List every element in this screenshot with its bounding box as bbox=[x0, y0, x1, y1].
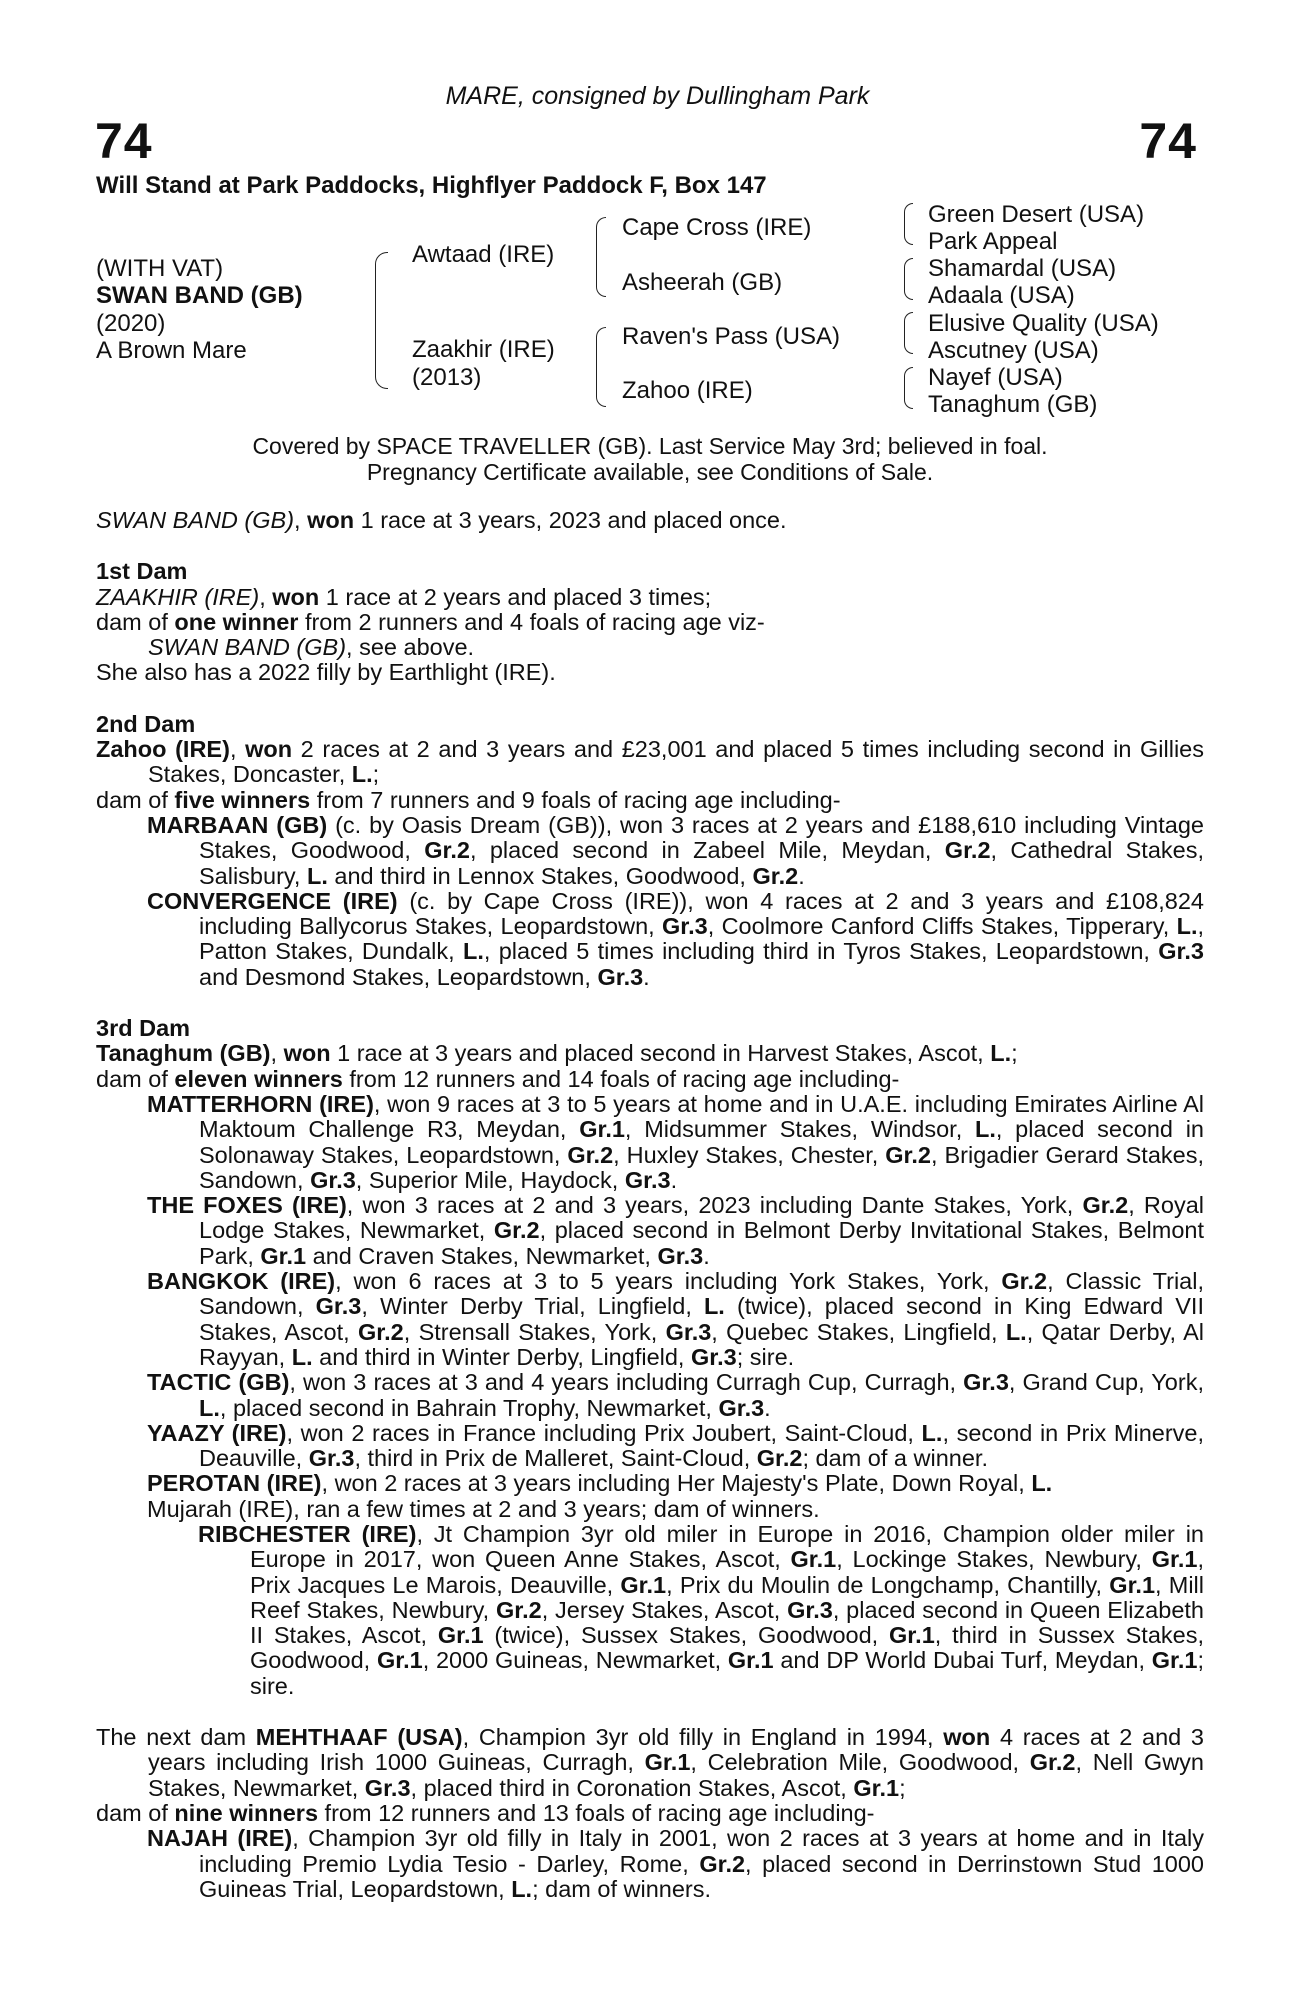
text: , Quebec Stakes, Lingfield, bbox=[711, 1318, 1006, 1345]
won-label: won bbox=[272, 583, 320, 610]
dam-year: (2013) bbox=[412, 364, 482, 391]
text: , won 3 races at 2 and 3 years, 2023 including Dante Stakes, York, bbox=[346, 1192, 1083, 1219]
text: , see above. bbox=[346, 634, 475, 661]
text: , Grand Cup, York, bbox=[1008, 1369, 1204, 1396]
grade-label: Gr.1 bbox=[437, 1622, 484, 1649]
text: . bbox=[670, 1166, 678, 1193]
text: , Prix Jacques Le Marois, Deauville, bbox=[250, 1546, 1204, 1598]
grandparent-5: Elusive Quality (USA) bbox=[928, 310, 1159, 337]
grade-label: Gr.3 bbox=[308, 1445, 355, 1472]
text: , Celebration Mile, Goodwood, bbox=[690, 1749, 1030, 1776]
offspring-marbaan bbox=[96, 813, 1204, 889]
grandparent-6: Ascutney (USA) bbox=[928, 337, 1099, 364]
pedigree-bracket-1 bbox=[375, 252, 388, 389]
grade-label: Gr.2 bbox=[358, 1318, 404, 1345]
listed-label: L. bbox=[921, 1419, 943, 1446]
grade-label: Gr.2 bbox=[756, 1445, 803, 1472]
offspring-name: YAAZY (IRE) bbox=[147, 1419, 287, 1446]
pedigree-bracket-3c bbox=[904, 312, 913, 354]
grade-label: Gr.3 bbox=[718, 1394, 765, 1421]
horse-description: A Brown Mare bbox=[96, 337, 247, 364]
text: and third in Winter Derby, Lingfield, bbox=[312, 1343, 691, 1370]
text: The next dam bbox=[96, 1724, 256, 1751]
text: ; sire. bbox=[250, 1647, 1205, 1699]
text: , Patton Stakes, Dundalk, bbox=[199, 913, 1205, 965]
pedigree-bracket-2a bbox=[596, 217, 606, 297]
winners-count: one winner bbox=[174, 608, 299, 635]
text: ; sire. bbox=[736, 1343, 795, 1370]
grade-label: Gr.2 bbox=[424, 837, 470, 864]
listed-label: L. bbox=[462, 938, 484, 965]
first-dam-offspring bbox=[96, 635, 1204, 660]
listed-label: L. bbox=[990, 1040, 1012, 1067]
listed-label: L. bbox=[703, 1293, 725, 1320]
grade-label: Gr.1 bbox=[260, 1242, 307, 1269]
listed-label: L. bbox=[306, 862, 328, 889]
spacer bbox=[96, 1699, 1204, 1725]
intro-paragraph: SWAN BAND (GB), won 1 race at 3 years, 2023 and placed once. bbox=[96, 507, 787, 533]
offspring-ribchester bbox=[96, 1522, 1204, 1699]
offspring-name: MARBAAN (GB) bbox=[147, 811, 328, 838]
winners-count: eleven winners bbox=[174, 1065, 343, 1092]
second-dam-line: Zahoo (IRE), won 2 races at 2 and 3 years and £23,001 and placed 5 times including second in Gillies Stakes, Doncaster, L.; bbox=[96, 736, 1205, 788]
grade-label: Gr.2 bbox=[567, 1141, 614, 1168]
grade-label: Gr.3 bbox=[624, 1166, 671, 1193]
third-dam-heading: 3rd Dam bbox=[96, 1015, 191, 1042]
sire: Awtaad (IRE) bbox=[412, 241, 555, 268]
text: from 2 runners and 4 foals of racing age viz- bbox=[298, 608, 765, 635]
first-dam-name: ZAAKHIR (IRE) bbox=[96, 583, 260, 610]
grade-label: Gr.2 bbox=[752, 862, 799, 889]
text: ; bbox=[372, 761, 380, 788]
offspring-name: RIBCHESTER (IRE) bbox=[198, 1520, 417, 1547]
lot-number-left: 74 bbox=[95, 113, 153, 169]
pedigree-bracket-3d bbox=[904, 367, 913, 409]
text: , Qatar Derby, Al Rayyan, bbox=[199, 1318, 1204, 1370]
text: , Superior Mile, Haydock, bbox=[355, 1166, 625, 1193]
text: , Brigadier Gerard Stakes, Sandown, bbox=[199, 1141, 1204, 1193]
dam: Zaakhir (IRE) bbox=[412, 336, 555, 363]
text: , placed second in Bahrain Trophy, Newmarket, bbox=[219, 1394, 719, 1421]
grade-label: Gr.2 bbox=[1001, 1268, 1048, 1295]
grade-label: Gr.2 bbox=[493, 1217, 540, 1244]
offspring-convergence bbox=[96, 889, 1204, 990]
text: dam of bbox=[96, 1065, 175, 1092]
text: , won 2 races in France including Prix Joubert, Saint-Cloud, bbox=[286, 1419, 922, 1446]
next-dam-produce bbox=[96, 1801, 1204, 1826]
text: . bbox=[764, 1394, 771, 1421]
grade-label: Gr.3 bbox=[364, 1774, 411, 1801]
first-dam-heading: 1st Dam bbox=[96, 558, 188, 585]
text: , placed second in Queen Elizabeth II Stakes, Ascot, bbox=[250, 1596, 1204, 1649]
third-dam-name: Tanaghum (GB) bbox=[96, 1040, 271, 1067]
won-label: won bbox=[943, 1724, 991, 1751]
second-dam-name: Zahoo (IRE) bbox=[96, 736, 230, 763]
intro-text: 1 race at 3 years, 2023 and placed once. bbox=[354, 507, 787, 533]
consignment-line: MARE, consigned by Dullingham Park bbox=[445, 82, 870, 110]
listed-label: L. bbox=[511, 1875, 533, 1902]
text: , won 2 races at 3 years including Her Majesty's Plate, Down Royal, bbox=[321, 1470, 1032, 1497]
grandparent-1: Green Desert (USA) bbox=[928, 201, 1145, 228]
text: , placed second in Belmont Derby Invitational Stakes, Belmont Park, bbox=[199, 1217, 1204, 1269]
offspring-yaazy bbox=[96, 1421, 1204, 1472]
dam-sire: Raven's Pass (USA) bbox=[622, 323, 840, 350]
text: , 2000 Guineas, Newmarket, bbox=[422, 1647, 728, 1674]
listed-label: L. bbox=[1031, 1470, 1053, 1497]
listed-label: L. bbox=[199, 1394, 220, 1421]
text: , Coolmore Canford Cliffs Stakes, Tipperary, bbox=[707, 913, 1177, 940]
grade-label: Gr.1 bbox=[579, 1116, 625, 1143]
text: , Classic Trial, Sandown, bbox=[199, 1268, 1204, 1320]
offspring-name: THE FOXES (IRE) bbox=[147, 1192, 347, 1219]
text: . bbox=[798, 862, 805, 889]
text: , third in Sussex Stakes, Goodwood, bbox=[250, 1622, 1204, 1674]
next-dam-line bbox=[96, 1725, 1204, 1801]
listed-label: L. bbox=[975, 1116, 996, 1143]
text: (twice), Sussex Stakes, Goodwood, bbox=[483, 1622, 890, 1649]
text: , Midsummer Stakes, Windsor, bbox=[624, 1116, 975, 1143]
grade-label: Gr.3 bbox=[310, 1166, 356, 1193]
grade-label: Gr.2 bbox=[699, 1850, 746, 1877]
grade-label: Gr.1 bbox=[1151, 1546, 1198, 1573]
vat-note: (WITH VAT) bbox=[96, 255, 224, 282]
cover-line-1: Covered by SPACE TRAVELLER (GB). Last Service May 3rd; believed in foal. bbox=[252, 433, 1048, 459]
offspring-perotan bbox=[96, 1471, 1204, 1496]
text: , second in Prix Minerve, Deauville, bbox=[199, 1419, 1205, 1472]
second-dam-heading: 2nd Dam bbox=[96, 710, 196, 737]
text: , Strensall Stakes, York, bbox=[403, 1318, 666, 1345]
first-dam-produce bbox=[96, 610, 1204, 635]
grade-label: Gr.1 bbox=[727, 1647, 774, 1674]
winners-count: nine winners bbox=[174, 1799, 319, 1826]
text: , Winter Derby Trial, Lingfield, bbox=[361, 1293, 704, 1320]
text: . bbox=[703, 1242, 710, 1269]
text: , Champion 3yr old filly in Italy in 2001, won 2 races at 3 years at home and in Italy including Premio Lydia Tesio - Darley, Rome, bbox=[199, 1825, 1204, 1877]
text: and Desmond Stakes, Leopardstown, bbox=[199, 963, 598, 990]
offspring-name: SWAN BAND (GB) bbox=[148, 634, 347, 661]
grade-label: Gr.1 bbox=[620, 1571, 667, 1598]
first-dam-note: She also has a 2022 filly by Earthlight (IRE). bbox=[96, 659, 556, 686]
text: , Huxley Stakes, Chester, bbox=[613, 1141, 886, 1168]
stand-location: Will Stand at Park Paddocks, Highflyer Paddock F, Box 147 bbox=[96, 172, 767, 199]
offspring-name: NAJAH (IRE) bbox=[147, 1825, 293, 1852]
offspring-name: CONVERGENCE (IRE) bbox=[147, 887, 398, 914]
grade-label: Gr.2 bbox=[495, 1596, 542, 1623]
text: , placed second in Zabeel Mile, Meydan, bbox=[469, 837, 945, 864]
grandparent-8: Tanaghum (GB) bbox=[928, 391, 1098, 418]
offspring-the-foxes bbox=[96, 1193, 1204, 1269]
offspring-mujarah: Mujarah (IRE), ran a few times at 2 and 3 years; dam of winners. bbox=[147, 1495, 820, 1522]
grade-label: Gr.3 bbox=[1158, 938, 1204, 965]
text: , Cathedral Stakes, Salisbury, bbox=[199, 837, 1204, 889]
grade-label: Gr.3 bbox=[662, 913, 708, 940]
text: and third in Lennox Stakes, Goodwood, bbox=[327, 862, 753, 889]
listed-label: L. bbox=[291, 1343, 313, 1370]
offspring-name: PEROTAN (IRE) bbox=[147, 1470, 322, 1497]
lot-number-right: 74 bbox=[1139, 113, 1197, 169]
offspring-tactic bbox=[96, 1370, 1204, 1421]
text: (twice), placed second in King Edward VII Stakes, Ascot, bbox=[199, 1293, 1204, 1345]
grade-label: Gr.1 bbox=[853, 1774, 900, 1801]
text: from 12 runners and 13 foals of racing age including- bbox=[318, 1799, 875, 1826]
pedigree-bracket-2b bbox=[596, 327, 606, 407]
grandparent-2: Park Appeal bbox=[928, 228, 1058, 255]
offspring-name: TACTIC (GB) bbox=[147, 1369, 290, 1396]
grandparent-4: Adaala (USA) bbox=[928, 282, 1075, 309]
text: , Prix du Moulin de Longchamp, Chantilly, bbox=[666, 1571, 1110, 1598]
text: , won 3 races at 3 and 4 years including Curragh Cup, Curragh, bbox=[289, 1369, 964, 1396]
second-dam-produce bbox=[96, 788, 1204, 813]
text: dam of bbox=[96, 1799, 175, 1826]
offspring-name: MATTERHORN (IRE) bbox=[147, 1090, 374, 1117]
grade-label: Gr.1 bbox=[1109, 1571, 1156, 1598]
text: , Jersey Stakes, Ascot, bbox=[541, 1596, 788, 1623]
intro-horse: SWAN BAND (GB) bbox=[96, 507, 295, 533]
text: , placed second in Derrinstown Stud 1000 Guineas Trial, Leopardstown, bbox=[199, 1850, 1204, 1902]
text: 4 races at 2 and 3 years including Irish 1000 Guineas, Curragh, bbox=[148, 1724, 1204, 1776]
text: (c. by Oasis Dream (GB)), won 3 races at 2 years and £188,610 including Vintage Stakes, Goodwood, bbox=[199, 811, 1204, 864]
first-dam-line: ZAAKHIR (IRE), won 1 race at 2 years and placed 3 times; bbox=[96, 583, 712, 610]
first-dam-text: 1 race at 2 years and placed 3 times; bbox=[319, 583, 712, 610]
won-label: won bbox=[307, 507, 355, 533]
text: (c. by Cape Cross (IRE)), won 4 races at 2 and 3 years and £108,824 including Ballycorus Stakes, Leopardstown, bbox=[199, 887, 1204, 940]
grade-label: Gr.3 bbox=[315, 1293, 362, 1320]
grade-label: Gr.3 bbox=[597, 963, 644, 990]
grade-label: Gr.3 bbox=[665, 1318, 712, 1345]
grade-label: Gr.1 bbox=[376, 1647, 423, 1674]
text: , Lockinge Stakes, Newbury, bbox=[836, 1546, 1152, 1573]
text: , Jt Champion 3yr old miler in Europe in 2016, Champion older miler in Europe in 2017, won Queen Anne Stakes, Ascot, bbox=[250, 1520, 1204, 1573]
grade-label: Gr.3 bbox=[691, 1343, 737, 1370]
pedigree-bracket-3a bbox=[904, 203, 913, 245]
text: , placed second in Solonaway Stakes, Leopardstown, bbox=[199, 1116, 1204, 1168]
horse-name: SWAN BAND (GB) bbox=[96, 282, 303, 309]
grade-label: Gr.2 bbox=[1029, 1749, 1076, 1776]
won-label: won bbox=[283, 1040, 331, 1067]
grade-label: Gr.1 bbox=[889, 1622, 935, 1649]
grade-label: Gr.1 bbox=[1151, 1647, 1198, 1674]
grandparent-3: Shamardal (USA) bbox=[928, 255, 1117, 282]
winners-count: five winners bbox=[174, 786, 311, 813]
sire-sire: Cape Cross (IRE) bbox=[622, 214, 812, 241]
text: , won 9 races at 3 to 5 years at home and in U.A.E. including Emirates Airline Al Maktoum Challenge R3, Meydan, bbox=[199, 1090, 1204, 1143]
text: 1 race at 3 years and placed second in Harvest Stakes, Ascot, bbox=[330, 1040, 991, 1067]
cover-line-2: Pregnancy Certificate available, see Conditions of Sale. bbox=[366, 459, 934, 485]
next-dam-name: MEHTHAAF (USA) bbox=[255, 1724, 463, 1751]
text: , third in Prix de Malleret, Saint-Cloud, bbox=[354, 1445, 757, 1472]
third-dam-line: Tanaghum (GB), won 1 race at 3 years and placed second in Harvest Stakes, Ascot, L.; bbox=[96, 1040, 1018, 1067]
text: dam of bbox=[96, 786, 175, 813]
text: ; dam of winners. bbox=[532, 1875, 712, 1902]
won-label: won bbox=[245, 736, 293, 763]
offspring-matterhorn bbox=[96, 1092, 1204, 1193]
text: 2 races at 2 and 3 years and £23,001 and placed 5 times including second in Gillies Stakes, Doncaster, bbox=[148, 736, 1205, 788]
text: , Mill Reef Stakes, Newbury, bbox=[250, 1571, 1205, 1623]
listed-label: L. bbox=[1005, 1318, 1027, 1345]
text: and Craven Stakes, Newmarket, bbox=[306, 1242, 658, 1269]
text: and DP World Dubai Turf, Meydan, bbox=[773, 1647, 1152, 1674]
text: from 12 runners and 14 foals of racing age including- bbox=[342, 1065, 900, 1092]
third-dam-produce bbox=[96, 1067, 1204, 1092]
grandparent-7: Nayef (USA) bbox=[928, 364, 1063, 391]
pedigree-notes bbox=[96, 508, 1204, 1902]
cover-note bbox=[0, 433, 1300, 485]
text: . bbox=[643, 963, 650, 990]
grade-label: Gr.3 bbox=[963, 1369, 1009, 1396]
grade-label: Gr.3 bbox=[787, 1596, 833, 1623]
grade-label: Gr.1 bbox=[790, 1546, 837, 1573]
grade-label: Gr.1 bbox=[644, 1749, 691, 1776]
text: from 7 runners and 9 foals of racing age including- bbox=[310, 786, 841, 813]
grade-label: Gr.2 bbox=[885, 1141, 931, 1168]
text: , Royal Lodge Stakes, Newmarket, bbox=[199, 1192, 1204, 1244]
grade-label: Gr.2 bbox=[1082, 1192, 1129, 1219]
text: , placed third in Coronation Stakes, Ascot, bbox=[410, 1774, 854, 1801]
text: ; bbox=[1011, 1040, 1018, 1067]
offspring-name: BANGKOK (IRE) bbox=[147, 1268, 336, 1295]
dam-dam: Zahoo (IRE) bbox=[622, 377, 753, 404]
sire-dam: Asheerah (GB) bbox=[622, 269, 783, 296]
text: , Champion 3yr old filly in England in 1994, bbox=[462, 1724, 944, 1751]
text: , Nell Gwyn Stakes, Newmarket, bbox=[148, 1749, 1205, 1801]
horse-year: (2020) bbox=[96, 310, 166, 337]
text: ; bbox=[899, 1774, 906, 1801]
text: , placed 5 times including third in Tyros Stakes, Leopardstown, bbox=[483, 938, 1159, 965]
grade-label: Gr.3 bbox=[657, 1242, 704, 1269]
listed-label: L. bbox=[1176, 913, 1198, 940]
offspring-najah bbox=[96, 1826, 1204, 1902]
text: dam of bbox=[96, 608, 175, 635]
text: , won 6 races at 3 to 5 years including York Stakes, York, bbox=[335, 1268, 1002, 1295]
offspring-bangkok bbox=[96, 1269, 1204, 1370]
pedigree-bracket-3b bbox=[904, 258, 913, 300]
text: ; dam of a winner. bbox=[802, 1445, 988, 1472]
listed-label: L. bbox=[351, 761, 373, 788]
grade-label: Gr.2 bbox=[944, 837, 991, 864]
